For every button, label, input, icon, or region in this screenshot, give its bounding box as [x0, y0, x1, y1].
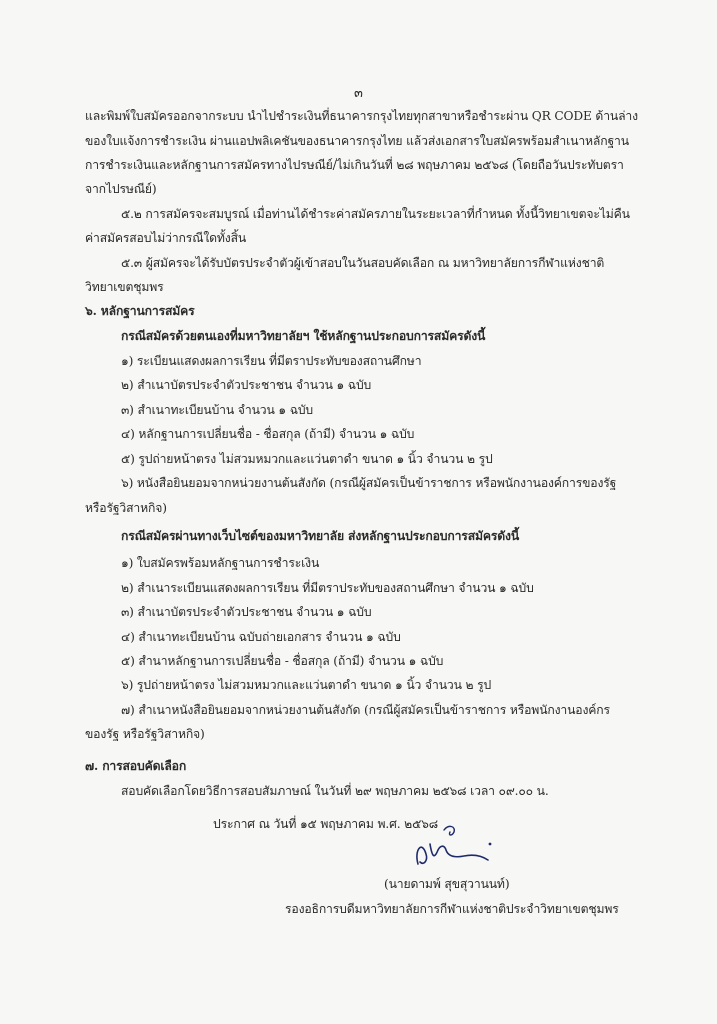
list-item: ๒) สำเนาบัตรประจำตัวประชาชน จำนวน ๑ ฉบับ: [121, 378, 372, 392]
list-item: ๔) สำเนาทะเบียนบ้าน ฉบับถ่ายเอกสาร จำนวน ๑ ฉบับ: [121, 630, 401, 644]
announcement-date: ประกาศ ณ วันที่ ๑๕ พฤษภาคม พ.ศ. ๒๕๖๘: [213, 817, 438, 831]
paragraph-line: วิทยาเขตชุมพร: [85, 280, 164, 294]
paragraph-line: ของใบแจ้งการชำระเงิน ผ่านแอปพลิเคชันของธนาคารกรุงไทย แล้วส่งเอกสารใบสมัครพร้อมสำเนาหลักฐาน: [85, 134, 629, 148]
signatory-title: รองอธิการบดีมหาวิทยาลัยการกีฬาแห่งชาติประจำวิทยาเขตชุมพร: [285, 902, 619, 916]
paragraph-line: ๕.๒ การสมัครจะสมบูรณ์ เมื่อท่านได้ชำระค่าสมัครภายในระยะเวลาที่กำหนด ทั้งนี้วิทยาเขตจะไม่คืน: [121, 207, 630, 221]
paragraph-line: การชำระเงินและหลักฐานการสมัครทางไปรษณีย์/ไม่เกินวันที่ ๒๘ พฤษภาคม ๒๕๖๘ (โดยถือวันประทับตรา: [85, 158, 624, 172]
list-item: ๖) รูปถ่ายหน้าตรง ไม่สวมหมวกและแว่นตาดำ ขนาด ๑ นิ้ว จำนวน ๒ รูป: [121, 678, 492, 692]
subsection-heading: กรณีสมัครด้วยตนเองที่มหาวิทยาลัยฯ ใช้หลักฐานประกอบการสมัครดังนี้: [121, 329, 486, 343]
page-number: ๓: [354, 86, 363, 101]
list-item: ๔) หลักฐานการเปลี่ยนชื่อ - ชื่อสกุล (ถ้ามี) จำนวน ๑ ฉบับ: [121, 427, 415, 441]
list-item: ๒) สำเนาระเบียนแสดงผลการเรียน ที่มีตราประทับของสถานศึกษา จำนวน ๑ ฉบับ: [121, 581, 534, 595]
paragraph-line: ค่าสมัครสอบไม่ว่ากรณีใดทั้งสิ้น: [85, 231, 247, 245]
list-item: ๕) สำนาหลักฐานการเปลี่ยนชื่อ - ชื่อสกุล (ถ้ามี) จำนวน ๑ ฉบับ: [121, 654, 444, 668]
section-heading: ๗. การสอบคัดเลือก: [85, 759, 187, 773]
list-item: ๖) หนังสือยินยอมจากหน่วยงานต้นสังกัด (กรณีผู้สมัครเป็นข้าราชการ หรือพนักงานองค์การของรัฐ: [121, 476, 617, 490]
paragraph-line: ๕.๓ ผู้สมัครจะได้รับบัตรประจำตัวผู้เข้าสอบในวันสอบคัดเลือก ณ มหาวิทยาลัยการกีฬาแห่งชาติ: [121, 256, 605, 270]
list-item: ๗) สำเนาหนังสือยินยอมจากหน่วยงานต้นสังกัด (กรณีผู้สมัครเป็นข้าราชการ หรือพนักงานองค์กร: [121, 703, 610, 717]
paragraph-line: และพิมพ์ใบสมัครออกจากระบบ นำไปชำระเงินที่ธนาคารกรุงไทยทุกสาขาหรือชำระผ่าน QR CODE ด้านล่าง: [85, 109, 638, 123]
section-heading: ๖. หลักฐานการสมัคร: [85, 304, 195, 318]
list-item: ๕) รูปถ่ายหน้าตรง ไม่สวมหมวกและแว่นตาดำ ขนาด ๑ นิ้ว จำนวน ๒ รูป: [121, 452, 493, 466]
list-item: หรือรัฐวิสาหกิจ): [85, 501, 167, 515]
signature-image: [404, 820, 494, 872]
list-item: ของรัฐ หรือรัฐวิสาหกิจ): [85, 727, 205, 741]
paragraph-line: สอบคัดเลือกโดยวิธีการสอบสัมภาษณ์ ในวันที่ ๒๙ พฤษภาคม ๒๕๖๘ เวลา ๐๙.๐๐ น.: [121, 784, 549, 798]
list-item: ๓) สำเนาบัตรประจำตัวประชาชน จำนวน ๑ ฉบับ: [121, 605, 372, 619]
list-item: ๓) สำเนาทะเบียนบ้าน จำนวน ๑ ฉบับ: [121, 403, 314, 417]
signatory-name: (นายดามพ์ สุขสุวานนท์): [384, 877, 510, 891]
paragraph-line: จากไปรษณีย์): [85, 182, 157, 196]
subsection-heading: กรณีสมัครผ่านทางเว็บไซต์ของมหาวิทยาลัย ส่งหลักฐานประกอบการสมัครดังนี้: [121, 529, 520, 543]
list-item: ๑) ใบสมัครพร้อมหลักฐานการชำระเงิน: [121, 556, 320, 570]
list-item: ๑) ระเบียนแสดงผลการเรียน ที่มีตราประทับของสถานศึกษา: [121, 354, 422, 368]
